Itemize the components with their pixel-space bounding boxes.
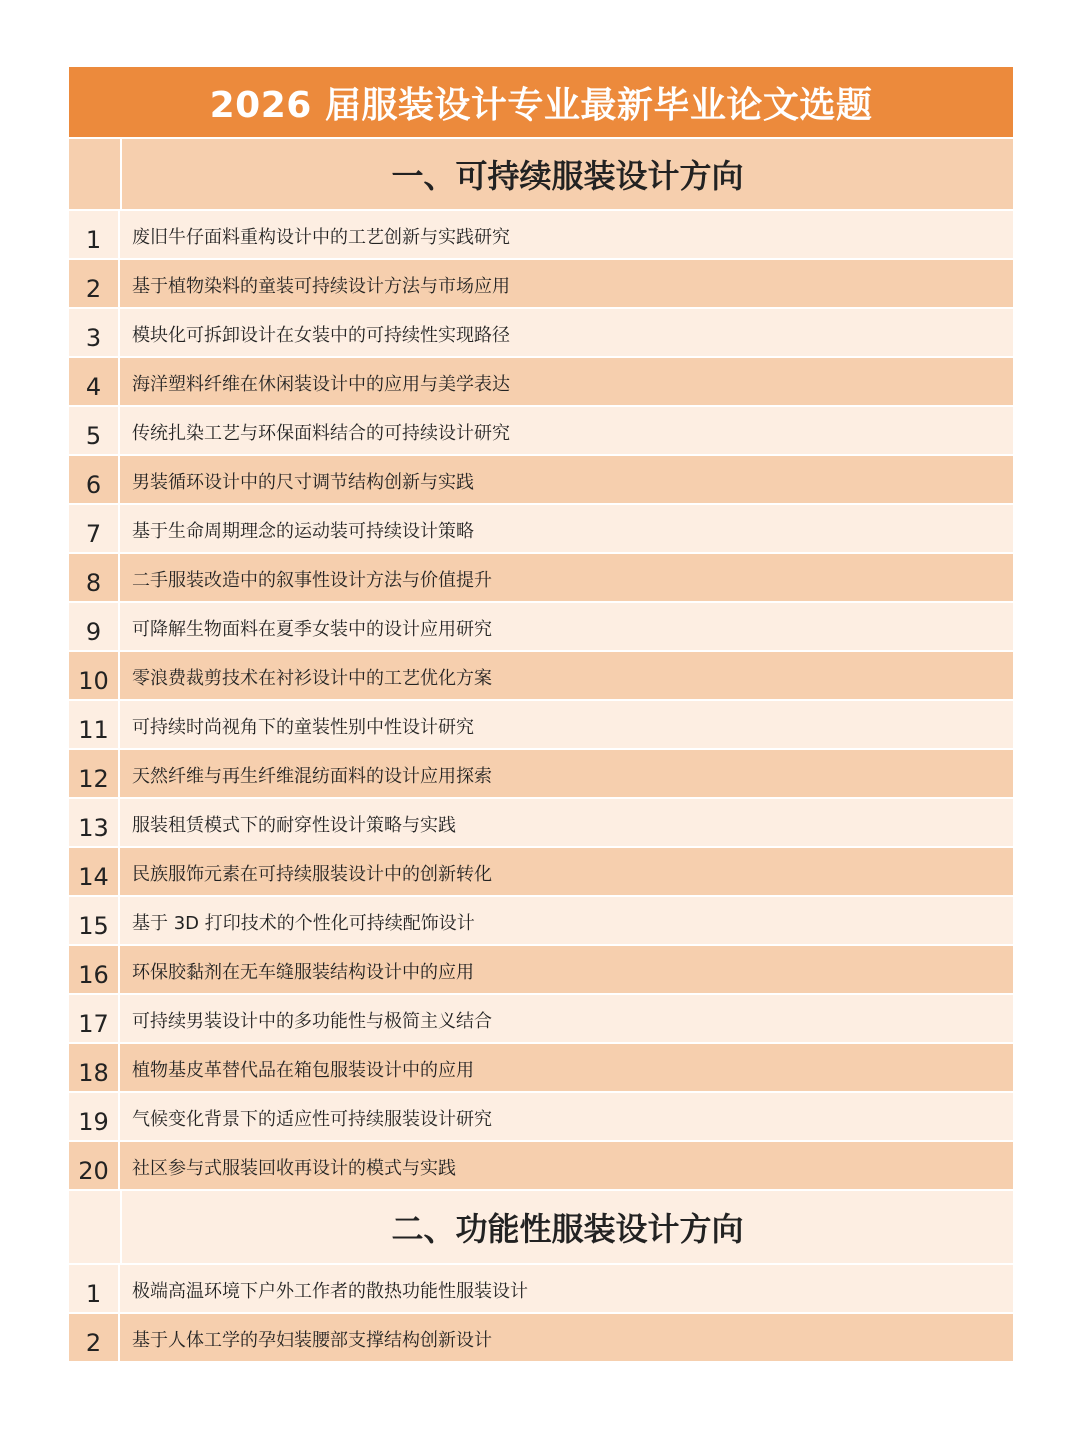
row-topic: 环保胶黏剂在无车缝服装结构设计中的应用 bbox=[132, 962, 474, 983]
table-row bbox=[69, 505, 1013, 554]
row-number: 6 bbox=[69, 456, 120, 503]
row-topic: 废旧牛仔面料重构设计中的工艺创新与实践研究 bbox=[132, 227, 510, 248]
section-heading-functional bbox=[69, 1191, 1013, 1265]
row-topic: 基于植物染料的童装可持续设计方法与市场应用 bbox=[132, 276, 510, 297]
row-topic: 可降解生物面料在夏季女装中的设计应用研究 bbox=[132, 619, 492, 640]
row-topic: 基于生命周期理念的运动装可持续设计策略 bbox=[132, 521, 474, 542]
table-row bbox=[69, 554, 1013, 603]
section-rows-functional bbox=[69, 1265, 1013, 1363]
row-topic: 服装租赁模式下的耐穿性设计策略与实践 bbox=[132, 815, 456, 836]
row-topic: 零浪费裁剪技术在衬衫设计中的工艺优化方案 bbox=[132, 668, 492, 689]
section-heading-sustainable bbox=[69, 139, 1013, 211]
section-rows-sustainable bbox=[69, 211, 1013, 1191]
section-title: 一、可持续服装设计方向 bbox=[391, 157, 744, 195]
row-number: 2 bbox=[69, 1314, 120, 1361]
row-number: 12 bbox=[69, 750, 120, 797]
row-topic: 可持续时尚视角下的童装性别中性设计研究 bbox=[132, 717, 474, 738]
row-number: 9 bbox=[69, 603, 120, 650]
row-number: 1 bbox=[69, 211, 120, 258]
topic-table bbox=[69, 67, 1013, 1363]
table-row bbox=[69, 407, 1013, 456]
row-topic: 天然纤维与再生纤维混纺面料的设计应用探索 bbox=[132, 766, 492, 787]
section-number-cell bbox=[69, 1191, 122, 1263]
row-number: 11 bbox=[69, 701, 120, 748]
row-topic: 极端高温环境下户外工作者的散热功能性服装设计 bbox=[132, 1281, 528, 1302]
row-number: 13 bbox=[69, 799, 120, 846]
row-topic: 植物基皮革替代品在箱包服装设计中的应用 bbox=[132, 1060, 474, 1081]
row-number: 10 bbox=[69, 652, 120, 699]
table-row bbox=[69, 603, 1013, 652]
table-row bbox=[69, 456, 1013, 505]
table-row bbox=[69, 211, 1013, 260]
section-number-cell bbox=[69, 139, 122, 209]
row-topic: 可持续男装设计中的多功能性与极简主义结合 bbox=[132, 1011, 492, 1032]
row-topic: 气候变化背景下的适应性可持续服装设计研究 bbox=[132, 1109, 492, 1130]
table-row bbox=[69, 652, 1013, 701]
page-title: 2026 届服装设计专业最新毕业论文选题 bbox=[69, 67, 1013, 139]
table-row bbox=[69, 1265, 1013, 1314]
row-topic: 二手服装改造中的叙事性设计方法与价值提升 bbox=[132, 570, 492, 591]
row-topic: 民族服饰元素在可持续服装设计中的创新转化 bbox=[132, 864, 492, 885]
section-title: 二、功能性服装设计方向 bbox=[391, 1210, 744, 1248]
row-number: 1 bbox=[69, 1265, 120, 1312]
row-topic: 基于 3D 打印技术的个性化可持续配饰设计 bbox=[132, 913, 475, 934]
row-number: 19 bbox=[69, 1093, 120, 1140]
row-number: 18 bbox=[69, 1044, 120, 1091]
table-row bbox=[69, 1142, 1013, 1191]
table-row bbox=[69, 309, 1013, 358]
table-row bbox=[69, 1093, 1013, 1142]
row-topic: 模块化可拆卸设计在女装中的可持续性实现路径 bbox=[132, 325, 510, 346]
table-row bbox=[69, 848, 1013, 897]
row-number: 16 bbox=[69, 946, 120, 993]
row-number: 20 bbox=[69, 1142, 120, 1189]
table-row bbox=[69, 260, 1013, 309]
table-row bbox=[69, 799, 1013, 848]
row-number: 14 bbox=[69, 848, 120, 895]
row-number: 17 bbox=[69, 995, 120, 1042]
table-row bbox=[69, 946, 1013, 995]
table-row bbox=[69, 995, 1013, 1044]
row-number: 7 bbox=[69, 505, 120, 552]
row-number: 15 bbox=[69, 897, 120, 944]
row-topic: 海洋塑料纤维在休闲装设计中的应用与美学表达 bbox=[132, 374, 510, 395]
table-row bbox=[69, 750, 1013, 799]
table-row bbox=[69, 1044, 1013, 1093]
table-row bbox=[69, 701, 1013, 750]
row-topic: 社区参与式服装回收再设计的模式与实践 bbox=[132, 1158, 456, 1179]
row-topic: 基于人体工学的孕妇装腰部支撑结构创新设计 bbox=[132, 1330, 492, 1351]
row-number: 4 bbox=[69, 358, 120, 405]
row-topic: 传统扎染工艺与环保面料结合的可持续设计研究 bbox=[132, 423, 510, 444]
table-row bbox=[69, 1314, 1013, 1363]
table-row bbox=[69, 358, 1013, 407]
row-number: 5 bbox=[69, 407, 120, 454]
row-number: 8 bbox=[69, 554, 120, 601]
row-number: 2 bbox=[69, 260, 120, 307]
row-number: 3 bbox=[69, 309, 120, 356]
table-row bbox=[69, 897, 1013, 946]
row-topic: 男装循环设计中的尺寸调节结构创新与实践 bbox=[132, 472, 474, 493]
